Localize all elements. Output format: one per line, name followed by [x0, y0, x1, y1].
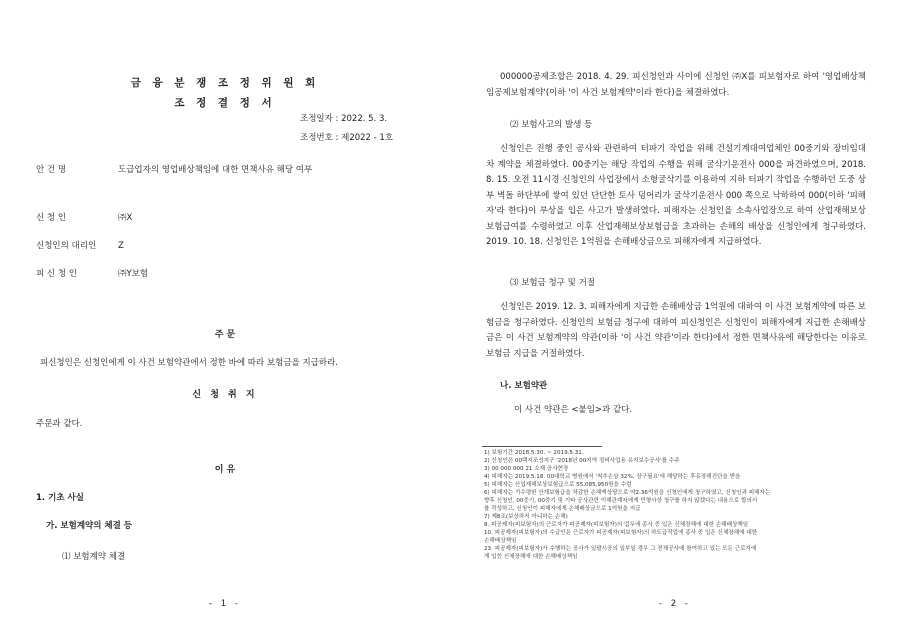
- committee-title: 금 융 분 쟁 조 정 위 원 회: [130, 77, 320, 89]
- section-heading-accident: ⑵ 보험사고의 발생 등: [510, 120, 593, 130]
- order-heading: 주 문: [214, 330, 236, 340]
- applicant-label: 신 청 인: [36, 213, 67, 223]
- subsection-heading: 가. 보험계약의 체결 등: [46, 521, 133, 531]
- footnote-divider: [482, 446, 602, 447]
- footnote: 10. 피공제자(피보험자)의 수급인은 근로자가 피공제자(피보험자)의 하도급작업에 종사 중 입은 신체장해에 대한: [484, 530, 758, 536]
- page-number: - 1 -: [209, 599, 241, 609]
- footnote: 7) 제8조(보상하지 아니하는 손해): [484, 514, 568, 520]
- case-value: 도급업자의 영업배상책임에 대한 면책사유 해당 여부: [118, 165, 313, 175]
- agent-label: 신청인의 대리인: [36, 241, 97, 251]
- footnote: 8. 피공제자(피보험자)의 근로자가 피공제자(피보험자)의 업무에 종사 중 입은 신체장해에 대한 손해배상책임: [484, 522, 749, 528]
- footnote: 3) 00 000 000 21 소재 공사현장: [484, 466, 569, 472]
- footnote: 23. 피공제자(피보험자)가 수행하는 공사가 일괄시공의 일부일 경우 그 전체공사에 참여하고 있는 모든 근로자에: [484, 546, 757, 552]
- respondent-value: ㈜Y보험: [118, 269, 149, 279]
- decision-number: 조정번호 : 제2022 - 1호: [300, 133, 394, 143]
- purpose-heading: 신 청 취 지: [192, 390, 258, 400]
- agent-value: Z: [118, 241, 124, 251]
- section-heading-claim: ⑶ 보험금 청구 및 거절: [510, 278, 595, 288]
- page-number: - 2 -: [659, 599, 691, 609]
- applicant-value: ㈜X: [118, 213, 133, 223]
- footnote: 손해배상책임: [484, 538, 517, 544]
- footnote: 4) 피해자는 2019.5.18. 00대학교 병원에서 '척추손상 32%, 장구필요'에 해당하는 후유장해진단을 받음: [484, 474, 741, 480]
- footnote: 게 입힌 신체장해에 대한 손해배상책임: [484, 554, 578, 560]
- reason-heading: 이 유: [214, 465, 236, 475]
- accident-paragraph: 신청인은 진행 중인 공사와 관련하여 터파기 작업을 위해 건설기계대여업체인 00중기와 장비임대차 계약을 체결하였다. 00중기는 해당 작업의 수행을 위해 굴삭기운전사 000을 파견하였으며, 2018. 8. 15. 오전 11시경 신청인의 사업장에서 소형굴삭기를 이용하여 지하 터파기 작업을 수행하던 도중 상부 벽돌 하단부에 쌓여 있던 단단한 토사 덩어리가 굴삭기운전사 000 쪽으로 낙하하여 000(이하 '피해자'라 한다)이 부상을 입은 사고가 발생하였다. 피해자는 신청인을 소속사업장으로 하여 산업재해보상보험급여를 수령하였고 이후 산업재해보상보험급을 초과하는 손해의 배상을 신청인에게 청구하였다. 2019. 10. 18. 신청인은 1억원을 손해배상금으로 피해자에게 지급하였다.: [486, 144, 866, 247]
- footnote: 2) 신청인은 00택지조성지구 '2018년 00지역 정비사업용 유지보수공사'를 수주: [484, 458, 680, 464]
- document-page-2: [450, 0, 900, 637]
- decision-date: 조정일자 : 2022. 5. 3.: [300, 114, 388, 124]
- claim-paragraph: 신청인은 2019. 12. 3. 피해자에게 지급한 손해배상금 1억원에 대하여 이 사건 보험계약에 따른 보험금을 청구하였다. 신청인의 보험금 청구에 대하여 피신청인은 신청인이 피해자에게 지급한 손해배상금은 이 사건 보험계약의 약관(이하 '이 사건 약관'이라 한다)에서 정한 면책사유에 해당한다는 이유로 보험금 지급을 거절하였다.: [486, 302, 866, 359]
- footnote: 6) 피해자는 기수령한 산재보험급을 차감한 손해액상당으로 약2.36억원을 신청인에게 청구하였고, 신청인과 피해자는: [484, 490, 771, 496]
- footnote: 를 작성하고, 신청인이 피해자에게 손해배상금으로 1억원을 지급: [484, 506, 641, 512]
- case-label: 안 건 명: [36, 165, 67, 175]
- footnote: 1) 보험기간 2018.5.30. ~ 2019.5.31.: [484, 450, 584, 456]
- respondent-label: 피 신 청 인: [36, 269, 77, 279]
- footnote: 향후 신청인, 00중기, 00중기 및 기타 공사관련 이해관계자에게 민형사상 청구를 하지 않겠다는 내용으로 합의서: [484, 498, 758, 504]
- document-title: 조 정 결 정 서: [174, 97, 276, 109]
- item-heading: ⑴ 보험계약 체결: [62, 552, 126, 562]
- policy-terms-text: 이 사건 약관은 <붙임>과 같다.: [514, 405, 633, 415]
- order-text: 피신청인은 신청인에게 이 사건 보험약관에서 정한 바에 따라 보험금을 지급하라.: [40, 358, 338, 368]
- intro-paragraph: 000000공제조합은 2018. 4. 29. 피신청인과 사이에 신청인 ㈜X를 피보험자로 하여 '영업배상책임공제보험계약'(이하 '이 사건 보험계약'이라 한다)을 체결하였다.: [486, 72, 866, 98]
- purpose-text: 주문과 같다.: [36, 419, 83, 429]
- footnote: 5) 피해자는 산업재해보상보험급으로 55,085,950원을 수령: [484, 482, 632, 488]
- section-heading: 1. 기초 사실: [36, 493, 84, 503]
- policy-terms-heading: 나. 보험약관: [500, 381, 548, 391]
